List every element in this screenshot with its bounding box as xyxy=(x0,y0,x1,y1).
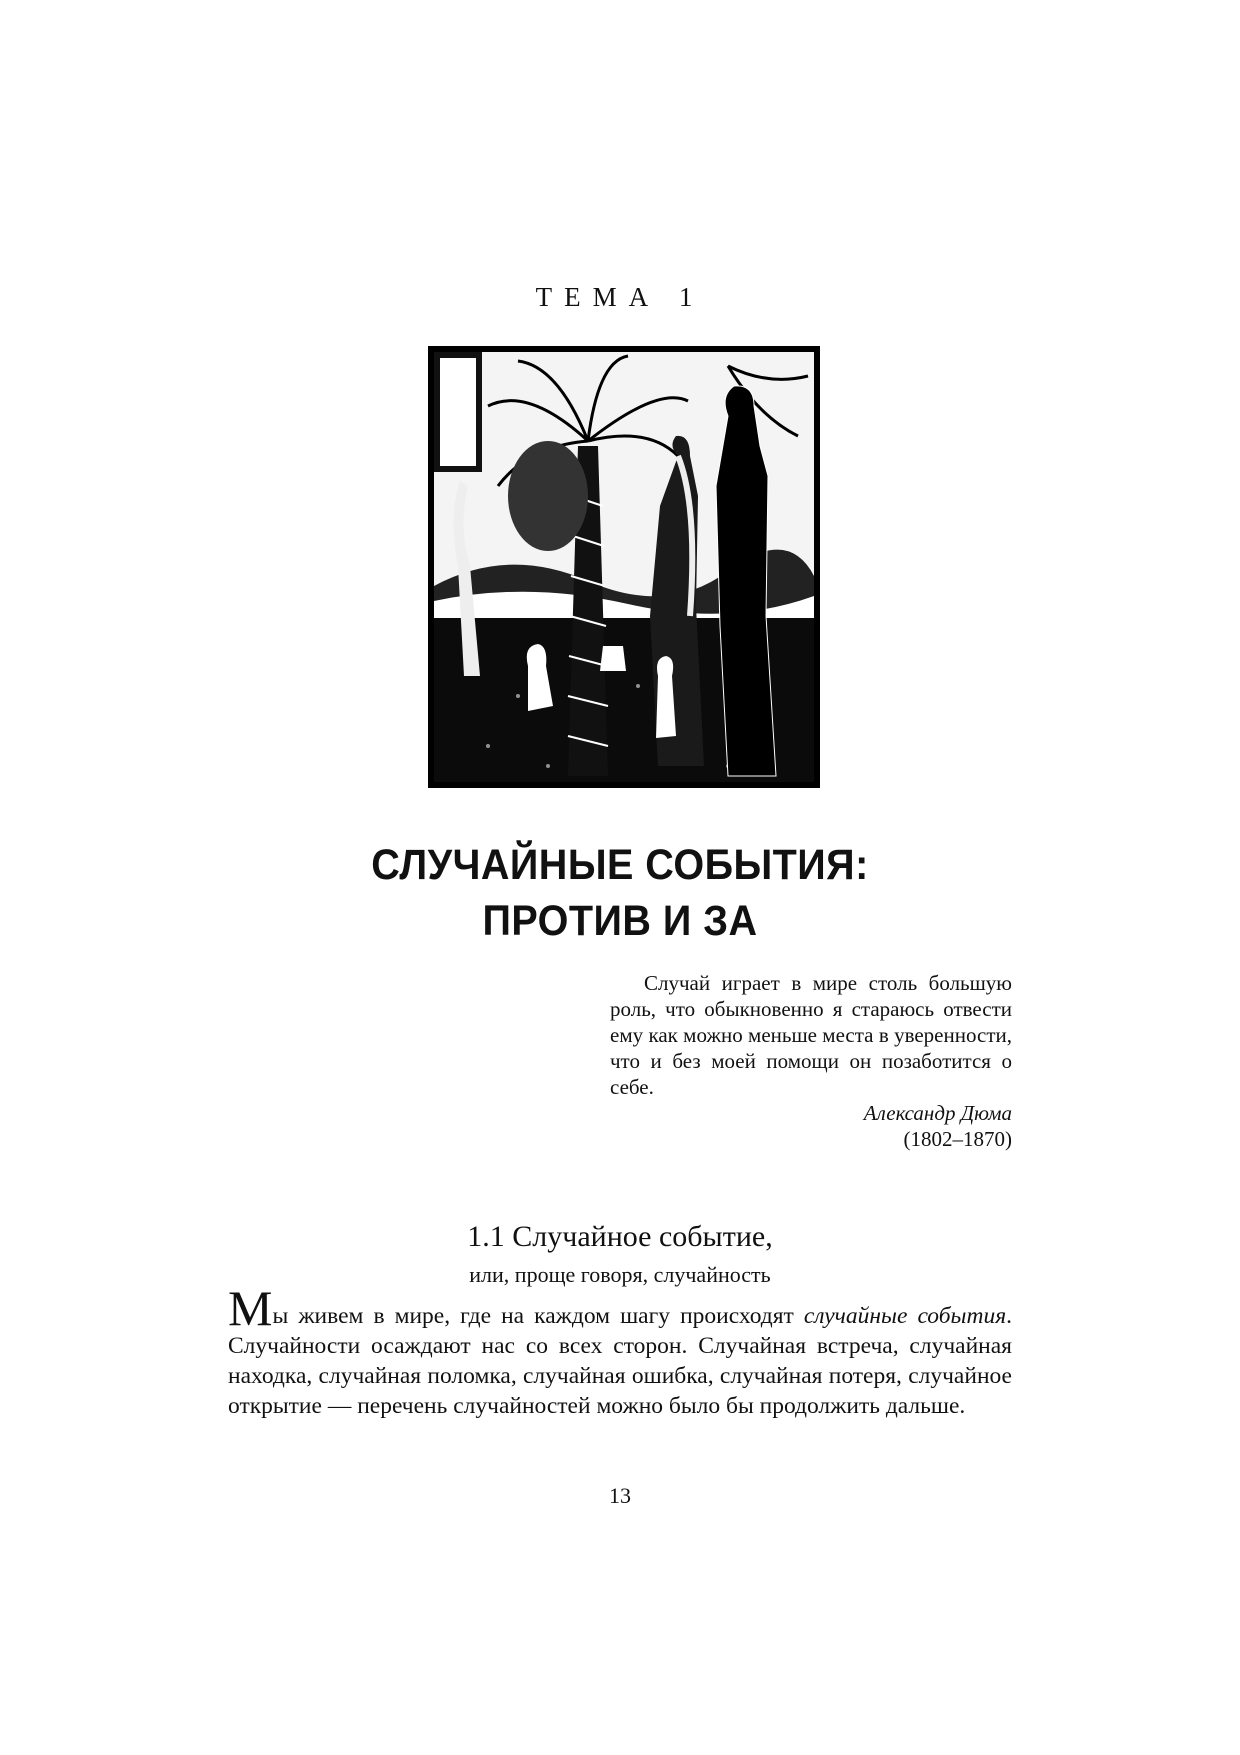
epigraph-author: Александр Дюма xyxy=(863,1101,1012,1125)
chapter-title-line2: ПРОТИВ И ЗА xyxy=(482,897,758,945)
theme-heading: ТЕМА 1 xyxy=(535,282,705,312)
woodcut-illustration xyxy=(428,346,820,788)
section-heading xyxy=(0,1216,1240,1292)
epigraph xyxy=(610,970,1012,1152)
chapter-title xyxy=(50,837,1191,949)
page-number: 13 xyxy=(609,1483,631,1508)
epigraph-text: Случай играет в мире столь большую роль, что обыкновенно я стараюсь отвести ему как можно меньше места в уверенности, что и без моей помощи он позаботится о себе. xyxy=(610,971,1012,1099)
epigraph-years: (1802–1870) xyxy=(903,1127,1012,1151)
chapter-title-line1: СЛУЧАЙНЫЕ СОБЫТИЯ: xyxy=(371,841,869,889)
body-text-italic: случайные события xyxy=(803,1303,1007,1329)
drop-cap: М xyxy=(228,1280,273,1336)
body-text-part1: ы живем в мире, где на каждом шагу происходят xyxy=(272,1303,804,1329)
section-title-line2: или, проще говоря, случайность xyxy=(469,1262,771,1287)
body-paragraph xyxy=(228,1280,1012,1421)
section-number: 1.1 xyxy=(467,1220,505,1253)
body-text-part2: . Случайности осаждают нас со всех сторон. Случайная встреча, случайная находка, случайная поломка, случайная ошибка, случайная потеря, случайное открытие — перечень случайностей можно было бы продолжить дальше. xyxy=(228,1303,1012,1419)
section-title-line1: Случайное событие, xyxy=(512,1220,773,1253)
